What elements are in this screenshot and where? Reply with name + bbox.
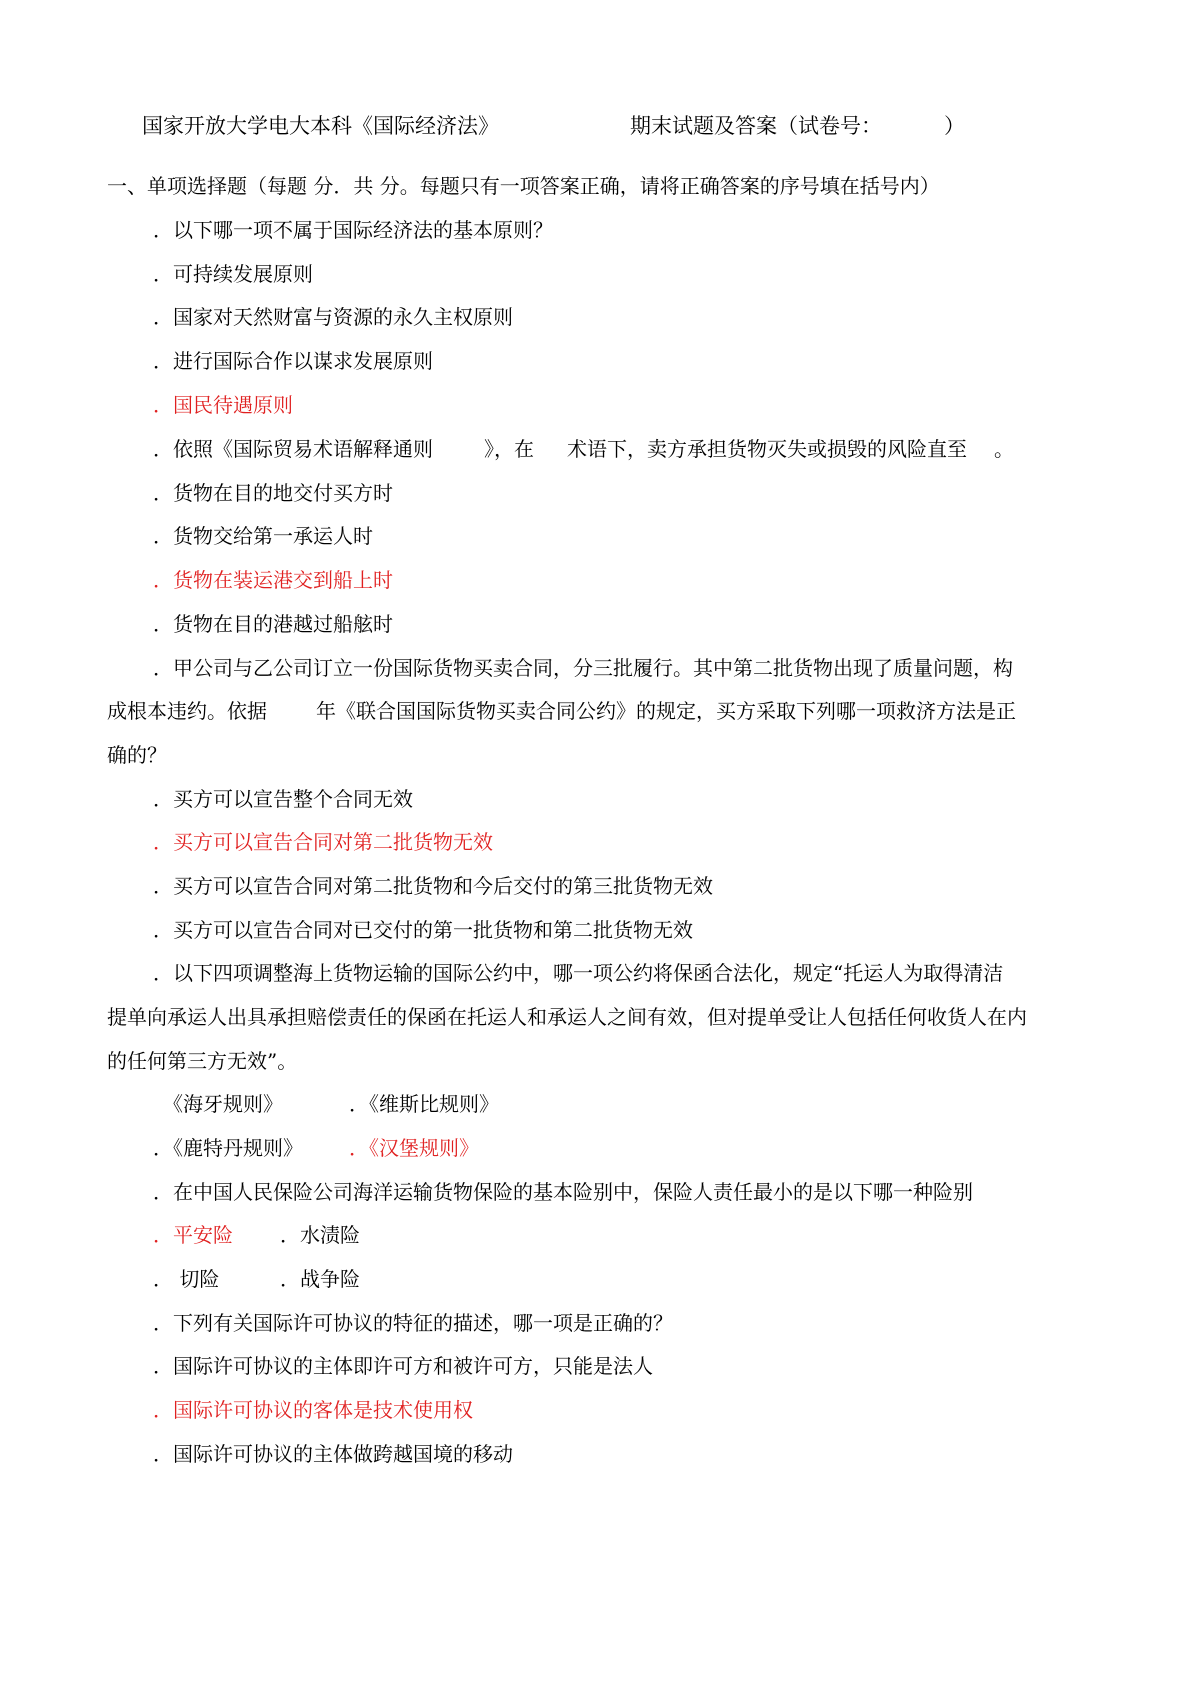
exam-title-paper-no: 期末试题及答案（试卷号： (630, 114, 882, 138)
question-4-option-b: ．《维斯比规则》 (349, 1092, 499, 1116)
question-4-stem-line-2: 提单向承运人出具承担赔偿责任的保函在托运人和承运人之间有效，但对提单受让人包括任何收货人在内 (107, 1005, 1027, 1029)
question-1-answer: ．国民待遇原则 (153, 393, 293, 417)
question-2-stem-part-4: 。 (994, 437, 1014, 461)
question-3-option-c: ．买方可以宣告合同对第二批货物和今后交付的第三批货物无效 (153, 874, 713, 898)
question-2-option-a: ．货物在目的地交付买方时 (153, 481, 393, 505)
question-2-option-b: ．货物交给第一承运人时 (153, 524, 373, 548)
question-5-option-b: ．水渍险 (280, 1223, 360, 1247)
question-5-stem: ．在中国人民保险公司海洋运输货物保险的基本险别中，保险人责任最小的是以下哪一种险别 (153, 1180, 973, 1204)
section-heading: 一、单项选择题（每题 分．共 分。每题只有一项答案正确，请将正确答案的序号填在括号内） (107, 174, 940, 198)
question-2-stem-part-3: 术语下，卖方承担货物灭失或损毁的风险直至 (567, 437, 967, 461)
question-2-stem-part-2: 》，在 (484, 437, 534, 461)
exam-title: 国家开放大学电大本科《国际经济法》 (142, 114, 499, 138)
question-5-answer: ．平安险 (153, 1223, 233, 1247)
question-1-stem: ．以下哪一项不属于国际经济法的基本原则？ (153, 218, 553, 242)
question-2-stem-part-1: ．依照《国际贸易术语解释通则 (153, 437, 433, 461)
question-4-option-c: ．《鹿特丹规则》 (153, 1136, 303, 1160)
question-4-answer: ．《汉堡规则》 (349, 1136, 479, 1160)
question-6-option-c: ．国际许可协议的主体做跨越国境的移动 (153, 1442, 513, 1466)
question-6-stem: ．下列有关国际许可协议的特征的描述，哪一项是正确的？ (153, 1311, 673, 1335)
question-4-option-a: 《海牙规则》 (163, 1092, 283, 1116)
question-4-stem-line-3: 的任何第三方无效”。 (107, 1049, 298, 1073)
question-3-option-d: ．买方可以宣告合同对已交付的第一批货物和第二批货物无效 (153, 918, 693, 942)
question-6-answer: ．国际许可协议的客体是技术使用权 (153, 1398, 473, 1422)
question-1-option-b: ．国家对天然财富与资源的永久主权原则 (153, 305, 513, 329)
question-1-option-a: ．可持续发展原则 (153, 262, 313, 286)
question-5-option-c: ． 切险 (153, 1267, 220, 1291)
question-3-stem-line-2b: 年《联合国国际货物买卖合同公约》的规定，买方采取下列哪一项救济方法是正 (316, 699, 1016, 723)
question-3-answer: ．买方可以宣告合同对第二批货物无效 (153, 830, 493, 854)
question-3-stem-line-1: ．甲公司与乙公司订立一份国际货物买卖合同，分三批履行。其中第二批货物出现了质量问题，构 (153, 656, 1013, 680)
question-6-option-a: ．国际许可协议的主体即许可方和被许可方，只能是法人 (153, 1354, 653, 1378)
question-2-answer: ．货物在装运港交到船上时 (153, 568, 393, 592)
question-4-stem-line-1: ．以下四项调整海上货物运输的国际公约中，哪一项公约将保函合法化，规定“托运人为取得清洁 (153, 961, 1004, 985)
exam-title-close: ） (944, 114, 965, 138)
question-1-option-c: ．进行国际合作以谋求发展原则 (153, 349, 433, 373)
question-2-option-d: ．货物在目的港越过船舷时 (153, 612, 393, 636)
question-3-option-a: ．买方可以宣告整个合同无效 (153, 787, 413, 811)
question-3-stem-line-2a: 成根本违约。依据 (107, 699, 267, 723)
question-5-option-d: ．战争险 (280, 1267, 360, 1291)
question-3-stem-line-3: 确的？ (107, 743, 167, 767)
